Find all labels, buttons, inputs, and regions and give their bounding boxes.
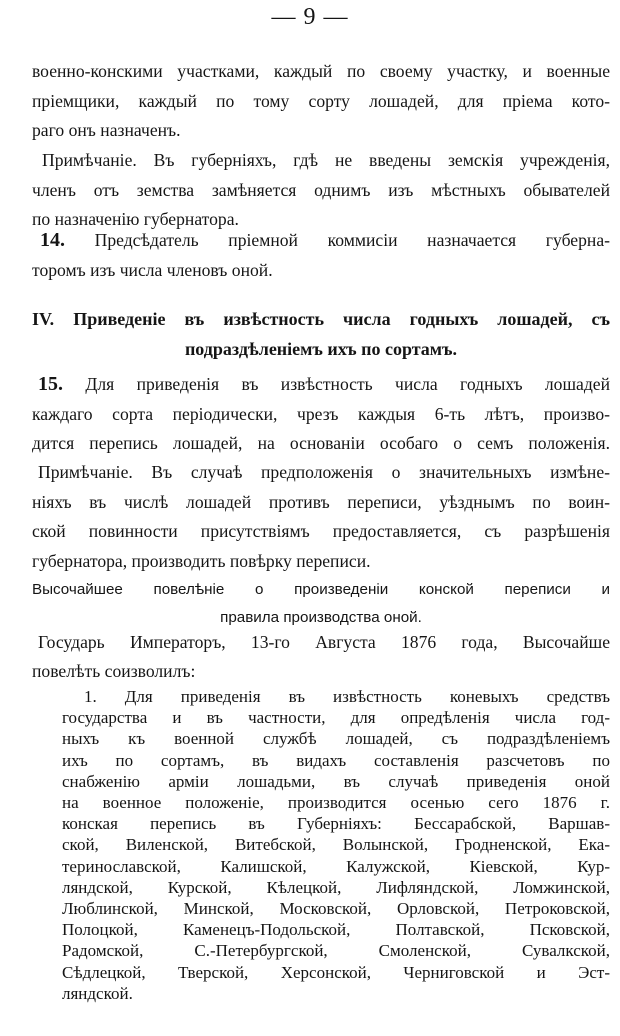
text-line: дится перепись лошадей, на основаніи особаго о семъ положенія. xyxy=(32,433,610,453)
text-line: ныхъ къ военной службѣ лошадей, съ подраздѣленіемъ xyxy=(62,729,610,749)
heading-line: IV. Приведеніе въ извѣстность числа годныхъ лошадей, съ xyxy=(32,309,610,329)
text-line: раго онъ назначенъ. xyxy=(32,120,181,140)
text-line: Люблинской, Минской, Московской, Орловской, Петроковской, xyxy=(62,899,610,919)
text-line: 1. Для приведенія въ извѣстность коневыхъ средствъ xyxy=(84,687,610,706)
text-line: ской повинности присутствіямъ предоставляется, съ разрѣшенія xyxy=(32,521,610,541)
text-line: пріемщики, каждый по тому сорту лошадей, для пріема кото- xyxy=(32,90,610,111)
text-line: ніяхъ въ числѣ лошадей противъ переписи, уѣзднымъ по воин- xyxy=(32,491,610,512)
text-line: Полоцкой, Каменецъ-Подольской, Полтавской, Псковской, xyxy=(62,920,610,940)
article-text: Для приведенія въ извѣстность числа годныхъ лошадей xyxy=(85,374,610,394)
text-line: торомъ изъ числа членовъ оной. xyxy=(32,259,273,280)
article-text: Предсѣдатель пріемной коммисіи назначается губерна- xyxy=(94,230,610,250)
text-line: ской, Виленской, Витебской, Волынской, Гродненской, Ека- xyxy=(62,835,610,855)
text-line: по назначенію губернатора. xyxy=(32,209,239,229)
decree-title xyxy=(32,576,610,632)
page-number: — 9 — xyxy=(271,4,349,30)
text-line: Примѣчаніе. Въ случаѣ предположенія о значительныхъ измѣне- xyxy=(38,462,610,482)
text-line: военно-конскими участками, каждый по своему участку, и военные xyxy=(32,61,610,81)
article-14 xyxy=(32,226,610,285)
text-line: снабженію арміи лошадьми, въ случаѣ приведенія оной xyxy=(62,771,610,791)
text-line: Государь Императоръ, 13-го Августа 1876 года, Высочайше xyxy=(38,632,610,652)
decree-item-1 xyxy=(62,686,610,1004)
text-line: Примѣчаніе. Въ губерніяхъ, гдѣ не введены земскія учрежденія, xyxy=(42,150,610,170)
text-line: губернатора, производить повѣрку переписи. xyxy=(32,550,371,571)
text-line: ихъ по сортамъ, въ видахъ составленія разсчетовъ по xyxy=(62,750,610,770)
text-line: ляндской, Курской, Кѣлецкой, Лифляндской, Ломжинской, xyxy=(62,877,610,897)
text-line: Высочайшее повелѣніе о произведеніи конской переписи и xyxy=(32,581,610,598)
text-line xyxy=(32,226,610,256)
paragraph-continuation xyxy=(32,57,610,146)
text-line: на военное положеніе, производится осенью сего 1876 г. xyxy=(62,793,610,813)
text-line: государства и въ частности, для опредѣленія числа год- xyxy=(62,708,610,728)
heading-line: подраздѣленіемъ ихъ по сортамъ. xyxy=(184,339,458,359)
text-line: Радомской, С.-Петербургской, Смоленской, Сувалкской, xyxy=(62,941,610,961)
text-line: правила производства оной. xyxy=(220,609,422,626)
article-number: 14. xyxy=(40,229,65,251)
text-line xyxy=(32,370,610,400)
text-line: конская перепись въ Губерніяхъ: Бессарабской, Варшав- xyxy=(62,814,610,834)
section-heading xyxy=(32,304,610,364)
note-paragraph xyxy=(32,458,610,576)
article-number: 15. xyxy=(38,373,63,395)
text-line: членъ отъ земства замѣняется однимъ изъ мѣстныхъ обывателей xyxy=(32,179,610,200)
text-line: теринославской, Калишской, Калужской, Кіевской, Кур- xyxy=(62,856,610,876)
article-15 xyxy=(32,370,610,459)
decree-intro xyxy=(32,628,610,686)
note-paragraph xyxy=(32,146,610,235)
text-line: Сѣдлецкой, Тверской, Херсонской, Черниговской и Эст- xyxy=(62,962,610,982)
text-line: ляндской. xyxy=(62,983,133,1003)
text-line: повелѣть соизволилъ: xyxy=(32,661,196,681)
text-line: каждаго сорта періодически, чрезъ каждыя 6-ть лѣтъ, произво- xyxy=(32,403,610,424)
